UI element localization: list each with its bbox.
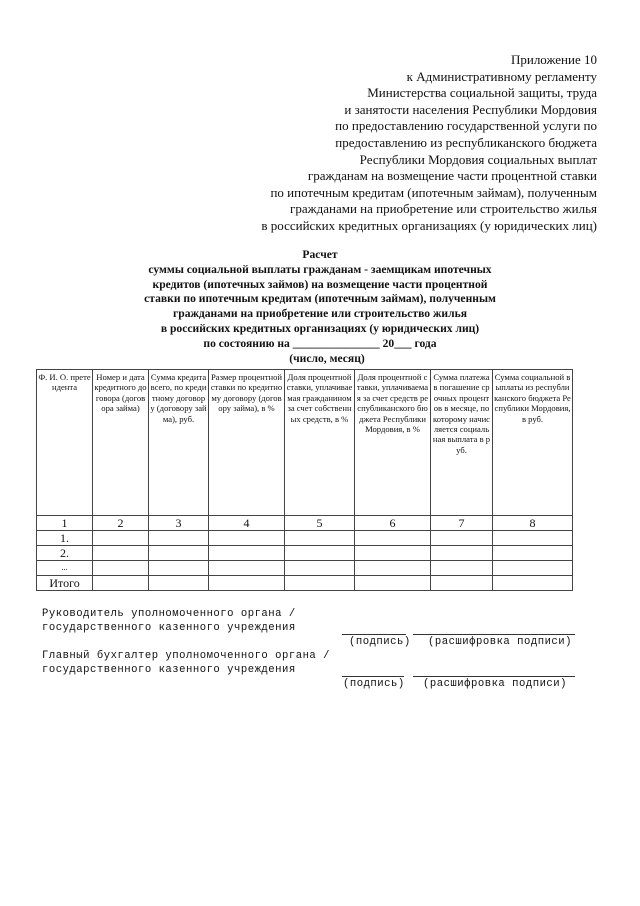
title-line: кредитов (ипотечных займов) на возмещение части процентной [152,277,488,291]
appendix-line: к Административному регламенту [406,68,597,84]
table-cell [285,531,355,546]
table-cell [93,546,149,561]
table-cell [285,576,355,591]
column-number: 4 [209,516,285,531]
header-cell: Сумма социальной выплаты из республиканского бюджета Республики Мордовия, в руб. [493,370,573,516]
column-number: 1 [37,516,93,531]
table-cell [431,546,493,561]
table-cell [431,531,493,546]
header-cell: Номер и дата кредитного договора (договора займа) [93,370,149,516]
title-line: в российских кредитных организациях (у юридических лиц) [160,321,480,335]
table-cell [149,546,209,561]
table-cell [93,531,149,546]
table-cell [93,561,149,576]
table-cell [149,531,209,546]
appendix-line: предоставлению из республиканского бюджета [335,134,597,150]
row-label: 1. [37,531,93,546]
title-line: гражданами на приобретение или строительство жилья [172,307,467,321]
table-row [37,561,573,576]
header-cell: Размер процентной ставки по кредитному договору (договору займа), в % [209,370,285,516]
table-cell [493,546,573,561]
table-cell [431,561,493,576]
table-header-row [37,370,573,516]
table-total-row [37,576,573,591]
table-row [37,531,573,546]
table-cell [493,561,573,576]
table-cell [209,546,285,561]
accountant-decode-caption: (расшифровка подписи) [423,678,568,690]
table-cell [493,576,573,591]
row-label: 2. [37,546,93,561]
head-title-line1: Руководитель уполномоченного органа / [42,608,296,620]
appendix-line: Приложение 10 [510,52,597,67]
head-decode-line [413,634,575,635]
table-cell [149,561,209,576]
head-title-line2: государственного казенного учреждения [42,622,296,634]
column-number: 3 [149,516,209,531]
table-row [37,546,573,561]
accountant-title-line2: государственного казенного учреждения [42,664,296,676]
head-decode-caption: (расшифровка подписи) [428,636,573,648]
column-number: 7 [431,516,493,531]
column-number: 8 [493,516,573,531]
appendix-line: в российских кредитных организациях (у юридических лиц) [261,217,597,233]
accountant-decode-line [413,676,575,677]
appendix-line: по ипотечным кредитам (ипотечным займам), полученным [270,184,597,200]
title-date-line: по состоянию на _______________ 20___ года [203,336,437,350]
appendix-line: Республики Мордовия социальных выплат [359,151,597,167]
document-title [0,248,640,366]
row-label-total: Итого [37,576,93,591]
appendix-header [261,52,597,235]
table-cell [285,561,355,576]
accountant-signature-caption: (подпись) [343,678,405,690]
appendix-line: Министерства социальной защиты, труда [367,85,597,101]
row-label: ... [37,561,93,576]
head-signature-caption: (подпись) [349,636,411,648]
table-cell [355,576,431,591]
calculation-table [36,369,573,591]
header-cell: Ф. И. О. претендента [37,370,93,516]
header-cell: Доля процентной ставки, уплачиваемая за счет средств республиканского бюджета Республики Мордовия, в % [355,370,431,516]
table-cell [209,531,285,546]
column-number: 5 [285,516,355,531]
column-number-row [37,516,573,531]
accountant-signature-line [342,676,404,677]
table-cell [209,561,285,576]
column-number: 6 [355,516,431,531]
appendix-line: гражданами на приобретение или строительство жилья [290,201,597,217]
table-cell [209,576,285,591]
table-cell [431,576,493,591]
column-number: 2 [93,516,149,531]
header-cell: Доля процентной ставки, уплачиваемая гражданином за счет собственных средств, в % [285,370,355,516]
appendix-line: гражданам на возмещение части процентной ставки [307,168,597,184]
title-line: ставки по ипотечным кредитам (ипотечным займам), полученным [144,292,496,306]
accountant-title-line1: Главный бухгалтер уполномоченного органа / [42,650,331,662]
table-cell [149,576,209,591]
head-signature-line [342,634,406,635]
title-date-caption: (число, месяц) [289,351,365,365]
title-line: Расчет [302,248,338,261]
table-cell [355,531,431,546]
header-cell: Сумма кредита всего, по кредитному договору (договору займа), руб. [149,370,209,516]
title-line: суммы социальной выплаты гражданам - заемщикам ипотечных [148,262,492,276]
table-cell [355,546,431,561]
table-cell [285,546,355,561]
header-cell: Сумма платежа в погашение срочных процентов в месяце, по которому начисляется социальная выплата в руб. [431,370,493,516]
table-cell [93,576,149,591]
table-cell [355,561,431,576]
appendix-line: по предоставлению государственной услуги по [335,118,597,134]
appendix-line: и занятости населения Республики Мордовия [344,101,597,117]
table-cell [493,531,573,546]
